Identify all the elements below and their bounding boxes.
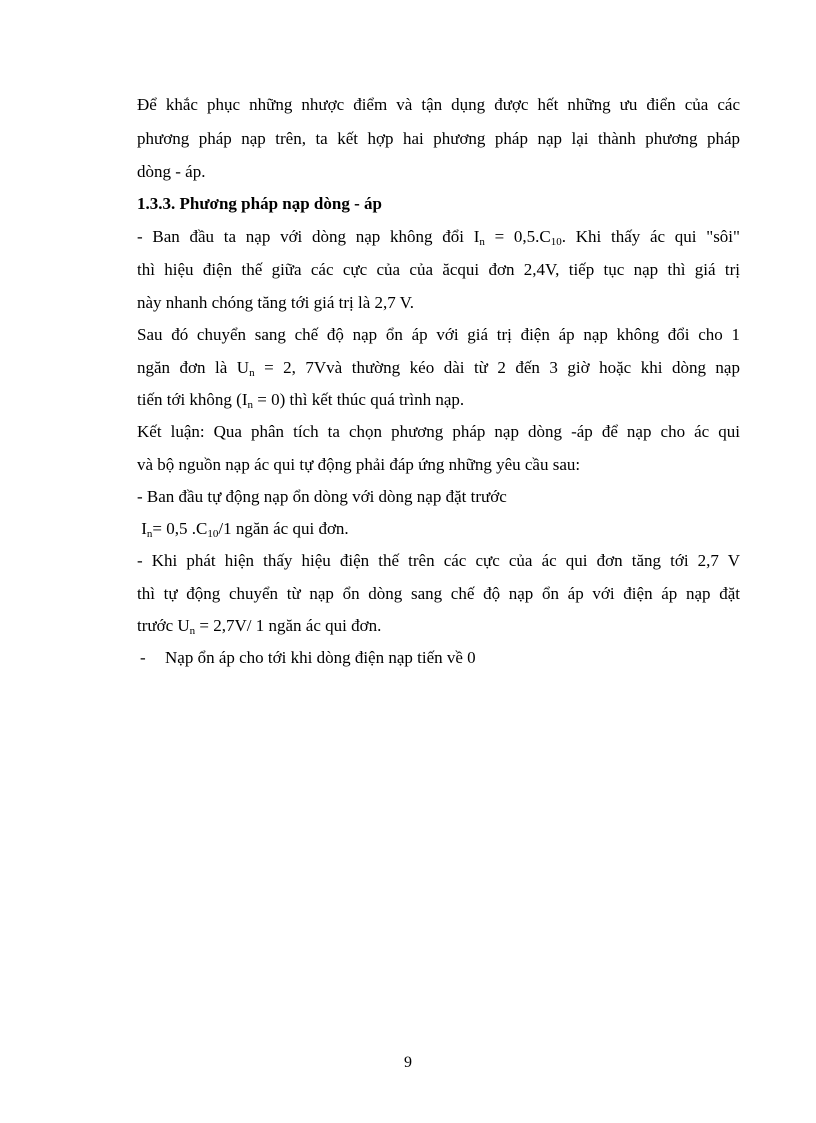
requirement-1-line-2: $I_n= 0,5$ $.C_{10}/1$ ngăn ác qui đơn. <box>137 519 349 540</box>
requirement-2-line-2: thì tự động chuyển từ nạp ổn dòng sang chế độ nạp ổn áp với điện áp nạp đặt <box>137 584 740 603</box>
section-heading: 1.3.3. Phương pháp nạp dòng - áp <box>137 194 382 213</box>
requirement-2-line-1: - Khi phát hiện thấy hiệu điện thế trên các cực của ác qui đơn tăng tới 2,7 V <box>137 551 740 570</box>
requirement-2-line-3: trước $U_n = 2,7V/$ 1 ngăn ác qui đơn. <box>137 616 382 637</box>
paragraph-voltage-line-3: tiến tới không $(I_n = 0)$ thì kết thúc quá trình nạp. <box>137 390 465 411</box>
paragraph-intro-line-3: dòng - áp. <box>137 162 206 181</box>
paragraph-method-line-2: thì hiệu điện thế giữa các cực của của ăcqui đơn 2,4V, tiếp tục nạp thì giá trị <box>137 260 740 279</box>
paragraph-method-line-1: - Ban đầu ta nạp với dòng nạp không đổi $I_n = 0,5.C_{10}$. Khi thấy ác qui "sôi" <box>137 227 740 248</box>
requirement-3-text: Nạp ổn áp cho tới khi dòng điện nạp tiến về 0 <box>165 648 476 667</box>
paragraph-method-line-3: này nhanh chóng tăng tới giá trị là 2,7 V. <box>137 293 415 312</box>
paragraph-intro-line-2: phương pháp nạp trên, ta kết hợp hai phương pháp nạp lại thành phương pháp <box>137 129 740 148</box>
paragraph-conclusion-line-1: Kết luận: Qua phân tích ta chọn phương pháp nạp dòng -áp để nạp cho ác qui <box>137 422 740 441</box>
paragraph-intro-line-1: Để khắc phục những nhược điểm và tận dụng được hết những ưu điển của các <box>137 95 740 114</box>
requirement-3-dash: - <box>140 648 146 667</box>
paragraph-voltage-line-2: ngăn đơn là $U_n = 2$, 7Vvà thường kéo dài từ 2 đến 3 giờ hoặc khi dòng nạp <box>137 358 740 379</box>
requirement-1-line-1: - Ban đầu tự động nạp ổn dòng với dòng nạp đặt trước <box>137 487 507 506</box>
page-number: 9 <box>404 1054 412 1071</box>
paragraph-conclusion-line-2: và bộ nguồn nạp ác qui tự động phải đáp ứng những yêu cầu sau: <box>137 455 581 474</box>
paragraph-voltage-line-1: Sau đó chuyển sang chế độ nạp ổn áp với giá trị điện áp nạp không đổi cho 1 <box>137 325 740 344</box>
